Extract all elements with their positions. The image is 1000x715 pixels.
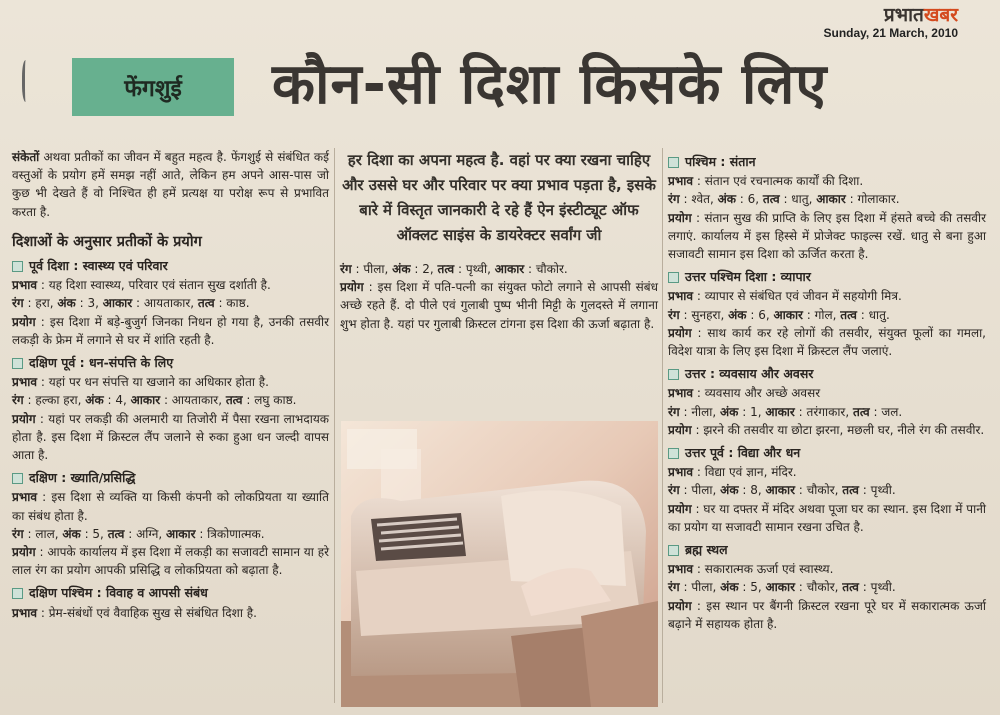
detail-line: प्रयोग : इस दिशा में बड़े-बुजुर्ग जिनका निधन हो गया है, उनकी तसवीर लकड़ी के फ्रेम में लगाने से घर में शांति रहती है. [12,314,329,347]
detail-line: रंग : पीला, अंक : 8, आकार : चौकोर, तत्व : पृथ्वी. [668,483,896,498]
lead-paragraph: संकेतों अथवा प्रतीकों का जीवन में बहुत महत्व है. फेंगशुई से संबंधित कई वस्तुओं के प्रयोग हमें समझ नहीं आते, लेकिन हम अपने आस-पास जो कुछ भी देखते हैं वो निश्चित ही हमें प्रत्यक्ष या परोक्ष रूप से प्रभावित करता है. [12,150,329,219]
square-bullet-icon [12,473,23,484]
direction-heading: दक्षिण पूर्व : धन-संपत्ति के लिए [12,354,329,372]
detail-line: प्रभाव : यह दिशा स्वास्थ्य, परिवार एवं संतान सुख दर्शाती है. [12,278,271,293]
square-bullet-icon [12,358,23,369]
right-column [668,148,986,633]
detail-line: प्रभाव : व्यापार से संबंधित एवं जीवन में सहयोगी मित्र. [668,289,902,304]
direction-heading: दक्षिण : ख्याति/प्रसिद्धि [12,469,329,487]
direction-heading: उत्तर पश्चिम दिशा : व्यापार [668,268,986,286]
detail-line: प्रयोग : यहां पर लकड़ी की अलमारी या तिजोरी में पैसा रखना लाभदायक होता है. इस दिशा में क्रिस्टल लैंप जलाने से रुका हुआ धन जल्दी वापस आता है. [12,411,329,463]
detail-line: प्रयोग : आपके कार्यालय में इस दिशा में लकड़ी का सजावटी सामान या हरे लाल रंग का प्रयोग आपकी प्रसिद्धि व लोकप्रियता को बढ़ाता है. [12,545,329,578]
column-divider [334,148,335,703]
right-sections [668,153,986,633]
detail-line: रंग : हल्का हरा, अंक : 4, आकार : आयताकार, तत्व : लघु काष्ठ. [12,393,297,408]
detail-line: प्रभाव : विद्या एवं ज्ञान, मंदिर. [668,465,797,480]
direction-heading: उत्तर : व्यवसाय और अवसर [668,365,986,383]
column-divider [662,148,663,703]
detail-line: प्रभाव : संतान एवं रचनात्मक कार्यों की दिशा. [668,174,864,189]
brand-logo [823,4,958,26]
brand-main: प्रभात [883,4,924,26]
square-bullet-icon [668,157,679,168]
detail-line: प्रभाव : व्यवसाय और अच्छे अवसर [668,386,821,401]
direction-heading: दक्षिण पश्चिम : विवाह व आपसी संबंध [12,584,329,602]
detail-line: रंग : सुनहरा, अंक : 6, आकार : गोल, तत्व : धातु. [668,307,890,322]
sofa-photo [341,421,658,707]
detail-line: रंग : श्वेत, अंक : 6, तत्व : धातु, आकार : गोलाकार. [668,192,900,207]
detail-line: प्रभाव : इस दिशा से व्यक्ति या किसी कंपनी को लोकप्रियता या ख्याति का संबंध होता है. [12,490,329,523]
direction-heading: ब्रह्म स्थल [668,541,986,559]
section-tag: फेंगशुई [72,58,234,116]
masthead [823,4,958,40]
square-bullet-icon [668,369,679,380]
middle-lines [340,260,658,333]
headline: कौन-सी दिशा किसके लिए [272,52,828,117]
detail-line: प्रभाव : सकारात्मक ऊर्जा एवं स्वास्थ्य. [668,562,834,577]
section-bracket-icon [8,52,34,112]
brand-accent: खबर [923,4,958,26]
publication-date: Sunday, 21 March, 2010 [823,26,958,40]
square-bullet-icon [12,261,23,272]
square-bullet-icon [12,588,23,599]
detail-line: प्रभाव : प्रेम-संबंधों एवं वैवाहिक सुख से संबंधित दिशा है. [12,605,257,620]
direction-heading: उत्तर पूर्व : विद्या और धन [668,444,986,462]
detail-line: रंग : नीला, अंक : 1, आकार : तरंगाकार, तत्व : जल. [668,404,903,419]
detail-line: प्रयोग : इस दिशा में पति-पत्नी का संयुक्त फोटो लगाने से आपसी संबंध अच्छे रहते हैं. दो पीले एवं गुलाबी पुष्प भीनी मिट्टी के गुलदस्ते में लगाना शुभ होता है. यहां पर गुलाबी क्रिस्टल टांगना इस दिशा की ऊर्जा बढ़ाता है. [340,280,658,331]
square-bullet-icon [668,545,679,556]
detail-line: प्रयोग : इस स्थान पर बैंगनी क्रिस्टल रखना पूरे घर में सकारात्मक ऊर्जा बढ़ाने में सहायक होता है. [668,598,986,631]
intro-text: हर दिशा का अपना महत्व है. वहां पर क्या रखना चाहिए और उससे घर और परिवार पर क्या प्रभाव पड़ता है, इसके बारे में विस्तृत जानकारी दे रहे हैं ऐन इंस्टीट्यूट ऑफ ऑक्लट साइंस के डायरेक्टर सर्वांग जी [342,151,656,244]
detail-line: रंग : पीला, अंक : 5, आकार : चौकोर, तत्व : पृथ्वी. [668,580,896,595]
detail-line: प्रयोग : झरने की तसवीर या छोटा झरना, मछली घर, नीले रंग की तसवीर. [668,422,985,437]
detail-line: रंग : लाल, अंक : 5, तत्व : अग्नि, आकार : त्रिकोणात्मक. [12,526,265,541]
left-column [12,148,329,622]
detail-line: प्रयोग : संतान सुख की प्राप्ति के लिए इस दिशा में हंसते बच्चे की तसवीर लगाएं. कार्यालय में इस हिस्से में प्रोजेक्ट फाइल्स रखें. धातु से बना हुआ सजावटी सामान इस दिशा को ऊर्जित करता है. [668,210,986,262]
detail-line: प्रयोग : घर या दफ्तर में मंदिर अथवा पूजा घर का स्थान. इस दिशा में पानी का प्रयोग या सजावटी सामान रखना उचित है. [668,501,986,534]
detail-line: प्रयोग : साथ कार्य कर रहे लोगों की तसवीर, संयुक्त फूलों का गमला, विदेश यात्रा के लिए इस दिशा में क्रिस्टल लैंप जलाएं. [668,325,986,359]
detail-line: रंग : हरा, अंक : 3, आकार : आयताकार, तत्व : काष्ठ. [12,296,250,311]
sofa-illustration [341,421,658,707]
direction-heading: पूर्व दिशा : स्वास्थ्य एवं परिवार [12,257,329,275]
square-bullet-icon [668,272,679,283]
square-bullet-icon [668,448,679,459]
detail-line: रंग : पीला, अंक : 2, तत्व : पृथ्वी, आकार : चौकोर. [340,262,568,276]
subheading: दिशाओं के अनुसार प्रतीकों के प्रयोग [12,233,202,250]
middle-column [340,148,658,333]
detail-line: प्रभाव : यहां पर धन संपत्ति या खजाने का अधिकार होता है. [12,375,269,390]
left-sections [12,257,329,622]
direction-heading: पश्चिम : संतान [668,153,986,171]
